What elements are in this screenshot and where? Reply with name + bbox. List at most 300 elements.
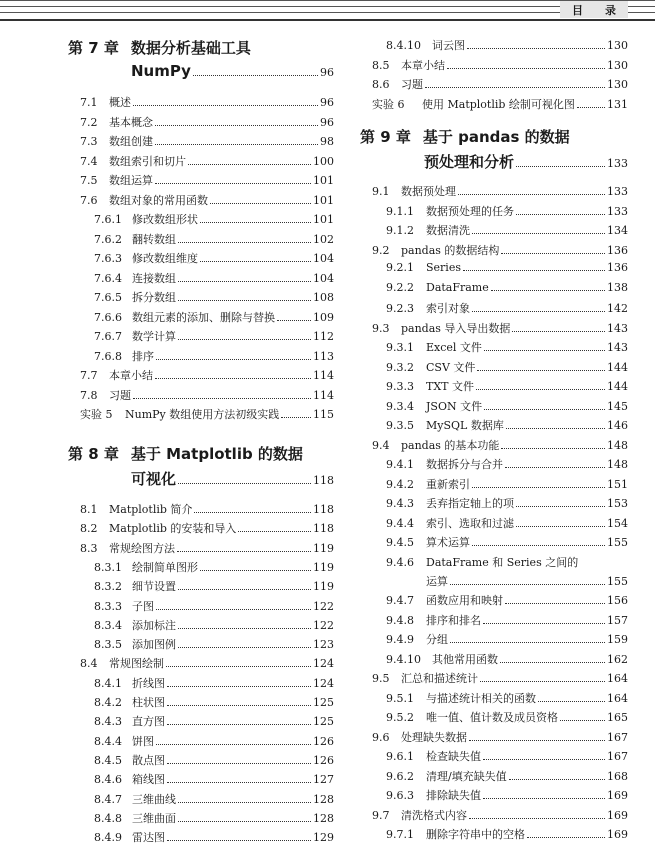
toc-section[interactable] — [80, 133, 334, 149]
page-number: 126 — [313, 753, 334, 767]
page-number: 143 — [607, 321, 628, 335]
toc-subsection[interactable] — [386, 748, 628, 764]
section-title: 翻转数组 — [132, 232, 176, 246]
leader-dots — [472, 487, 605, 488]
page-number: 155 — [607, 574, 628, 588]
section-number: 9.3.1 — [386, 341, 414, 354]
section-title: JSON 文件 — [426, 399, 483, 413]
leader-dots — [178, 242, 311, 243]
leader-dots — [194, 512, 311, 513]
page-number: 102 — [313, 232, 334, 246]
toc-subsection[interactable] — [386, 281, 628, 294]
toc-subsection[interactable] — [386, 37, 628, 53]
section-title: 处理缺失数据 — [401, 730, 467, 744]
leader-dots — [450, 642, 605, 643]
toc-subsection[interactable] — [386, 300, 628, 316]
section-number: 实验 6 — [372, 97, 405, 111]
page-number: 112 — [313, 330, 334, 343]
chapter-title-line2: 可视化 — [131, 470, 177, 488]
section-title: 箱线图 — [132, 773, 165, 787]
toc-subsection[interactable] — [94, 752, 334, 768]
page-number: 164 — [607, 691, 628, 705]
toc-subsection[interactable] — [386, 476, 628, 492]
section-number: 9.6.1 — [386, 750, 414, 764]
section-title: 数据预处理 — [401, 185, 456, 198]
toc-subsection[interactable] — [386, 339, 628, 355]
page-number: 159 — [607, 633, 628, 647]
toc-subsection[interactable] — [386, 417, 628, 433]
leader-dots — [156, 609, 311, 610]
leader-dots — [133, 105, 318, 106]
page-number: 125 — [313, 696, 334, 709]
page-number: 126 — [313, 734, 334, 748]
leader-dots — [178, 483, 311, 484]
section-number: 8.3.5 — [94, 638, 122, 652]
section-number: 7.6.2 — [94, 232, 122, 246]
section-title: 三维曲面 — [132, 811, 176, 825]
section-title: 折线图 — [132, 676, 165, 690]
toc-section[interactable] — [80, 114, 334, 130]
toc-subsection[interactable] — [94, 771, 334, 787]
toc-subsection[interactable] — [386, 787, 628, 803]
section-number: 9.4.6 — [386, 555, 414, 569]
section-number: 7.8 — [80, 388, 98, 402]
section-number: 9.7.1 — [386, 828, 414, 842]
section-number: 8.1 — [80, 503, 98, 516]
header-rule-1 — [0, 6, 655, 7]
toc-subsection[interactable] — [94, 694, 334, 710]
leader-dots — [505, 467, 605, 468]
section-title: Matplotlib 的安装和导入 — [109, 522, 237, 536]
section-number: 7.5 — [80, 174, 98, 187]
section-number: 9.2.1 — [386, 261, 414, 274]
toc-subsection[interactable] — [386, 612, 628, 628]
toc-section[interactable] — [372, 807, 628, 823]
leader-dots — [450, 584, 605, 585]
section-title: 索引、选取和过滤 — [426, 516, 514, 530]
page-number: 101 — [313, 193, 334, 207]
toc-subsection[interactable] — [94, 231, 334, 247]
chapter-title: 基于 pandas 的数据 — [422, 128, 570, 146]
section-number: 8.4.3 — [94, 715, 122, 729]
leader-dots — [506, 428, 605, 429]
page-number: 108 — [313, 291, 334, 304]
section-title: 习题 — [401, 78, 423, 91]
toc-subsection[interactable] — [94, 270, 334, 286]
section-title: TXT 文件 — [426, 380, 475, 393]
page-number: 168 — [607, 769, 628, 783]
page-number: 130 — [607, 78, 628, 91]
leader-dots — [167, 840, 311, 841]
page-number: 134 — [607, 224, 628, 237]
page-number: 124 — [313, 676, 334, 690]
chapter-number: 第 7 章 — [68, 39, 119, 57]
toc-section[interactable] — [372, 242, 628, 258]
toc-subsection[interactable] — [94, 636, 334, 652]
section-number: 7.6.6 — [94, 310, 122, 324]
leader-dots — [516, 214, 605, 215]
section-title: pandas 导入导出数据 — [401, 321, 511, 335]
page-number: 130 — [607, 58, 628, 72]
toc-section[interactable] — [80, 172, 334, 188]
leader-dots — [167, 782, 311, 783]
toc-subsection[interactable] — [386, 495, 628, 511]
section-title: Series — [426, 261, 461, 274]
toc-section[interactable] — [80, 387, 334, 403]
leader-dots — [238, 531, 311, 532]
page-number: 131 — [607, 97, 628, 111]
page-number: 156 — [607, 594, 628, 608]
section-title: pandas 的基本功能 — [401, 438, 500, 452]
page-number: 164 — [607, 672, 628, 686]
section-number: 9.4 — [372, 438, 390, 452]
leader-dots — [560, 720, 605, 721]
toc-subsection[interactable] — [386, 261, 628, 274]
leader-dots — [463, 270, 605, 271]
section-number: 9.3.3 — [386, 380, 414, 393]
page-number: 133 — [607, 185, 628, 198]
leader-dots — [155, 144, 318, 145]
section-title: CSV 文件 — [426, 360, 476, 374]
toc-subsection[interactable] — [94, 559, 334, 575]
leader-dots — [509, 779, 605, 780]
toc-section[interactable] — [80, 540, 334, 556]
page-number: 138 — [607, 280, 628, 294]
toc-section[interactable] — [372, 57, 628, 73]
leader-dots — [516, 526, 605, 527]
leader-dots — [538, 701, 605, 702]
toc-section[interactable] — [80, 655, 334, 671]
toc-section[interactable] — [80, 520, 334, 536]
page-number: 114 — [313, 388, 334, 402]
page-number: 167 — [607, 750, 628, 764]
page-number: 146 — [607, 419, 628, 432]
leader-dots — [425, 87, 605, 88]
section-number: 8.5 — [372, 58, 390, 72]
leader-dots — [516, 166, 605, 167]
section-title: 概述 — [109, 96, 131, 109]
page-number: 136 — [607, 243, 628, 257]
leader-dots — [156, 744, 311, 745]
section-number: 实验 5 — [80, 408, 113, 421]
section-number: 8.3.4 — [94, 618, 122, 632]
page-number: 124 — [313, 657, 334, 671]
section-title: MySQL 数据库 — [426, 419, 504, 432]
page-number: 148 — [607, 458, 628, 471]
page-number: 133 — [607, 204, 628, 218]
page-number: 119 — [313, 541, 334, 555]
chapter-title-line2: 预处理和分析 — [424, 153, 515, 171]
section-title: 检查缺失值 — [426, 750, 481, 764]
chapter-title-cont[interactable] — [131, 468, 334, 489]
toc-subsection[interactable] — [386, 456, 628, 472]
section-title: 删除字符串中的空格 — [426, 828, 525, 842]
section-title: 拆分数组 — [132, 291, 176, 304]
leader-dots — [167, 705, 311, 706]
toc-subsection[interactable] — [94, 598, 334, 614]
toc-subsection[interactable] — [386, 651, 628, 667]
leader-dots — [178, 647, 311, 648]
leader-dots — [527, 837, 605, 838]
section-number: 9.4.9 — [386, 633, 414, 647]
section-number: 9.5.1 — [386, 691, 414, 705]
toc-subsection[interactable] — [386, 554, 578, 570]
leader-dots — [178, 821, 311, 822]
section-title: NumPy 数组使用方法初级实践 — [125, 408, 280, 421]
page-number: 96 — [320, 115, 334, 129]
toc-subsection[interactable] — [94, 810, 334, 826]
toc-section[interactable] — [372, 670, 628, 686]
toc-subsection[interactable] — [386, 592, 628, 608]
section-title: 雷达图 — [132, 831, 165, 845]
toc-subsection[interactable] — [386, 709, 628, 725]
leader-dots — [178, 281, 311, 282]
leader-dots — [484, 350, 605, 351]
leader-dots — [500, 662, 605, 663]
leader-dots — [483, 623, 605, 624]
section-number: 8.4.4 — [94, 734, 122, 748]
section-number: 9.6.2 — [386, 769, 414, 783]
section-title: pandas 的数据结构 — [401, 243, 500, 257]
toc-subsection[interactable] — [386, 203, 628, 219]
section-title: 清理/填充缺失值 — [426, 769, 507, 783]
toc-subsection[interactable] — [94, 713, 334, 729]
section-number: 9.3 — [372, 321, 390, 335]
section-title: 使用 Matplotlib 绘制可视化图 — [422, 97, 575, 111]
section-number: 9.7 — [372, 808, 390, 822]
section-title: 本章小结 — [109, 369, 153, 382]
toc-subsection[interactable] — [386, 534, 628, 550]
section-number: 9.4.1 — [386, 458, 414, 471]
chapter-title-line2: NumPy — [131, 62, 191, 80]
leader-dots — [501, 253, 605, 254]
page-number: 101 — [313, 213, 334, 226]
section-title: 词云图 — [432, 39, 465, 52]
toc-subsection[interactable] — [94, 289, 334, 305]
section-number: 7.6.3 — [94, 252, 122, 265]
toc-subsection[interactable] — [386, 398, 628, 414]
toc-section[interactable] — [372, 183, 628, 199]
section-number: 7.1 — [80, 96, 98, 109]
toc-subsection[interactable] — [386, 222, 628, 238]
page-number: 143 — [607, 341, 628, 354]
leader-dots — [155, 378, 311, 379]
leader-dots — [577, 107, 605, 108]
section-title: 数组索引和切片 — [109, 154, 186, 168]
toc-subsection[interactable] — [386, 631, 628, 647]
page-number: 153 — [607, 497, 628, 510]
section-title: 修改数组维度 — [132, 252, 198, 265]
page-number: 104 — [313, 271, 334, 285]
section-title: 直方图 — [132, 715, 165, 729]
toc-subsection[interactable] — [94, 733, 334, 749]
leader-dots — [200, 261, 311, 262]
section-number: 8.4.8 — [94, 811, 122, 825]
toc-subsection[interactable] — [94, 829, 334, 845]
section-number: 9.1 — [372, 185, 390, 198]
toc-subsection[interactable] — [386, 515, 628, 531]
section-title: 重新索引 — [426, 477, 470, 491]
leader-dots — [491, 290, 605, 291]
leader-dots — [472, 311, 605, 312]
section-number: 8.4.2 — [94, 696, 122, 709]
toc-subsection[interactable] — [386, 826, 628, 842]
leader-dots — [178, 300, 311, 301]
section-title: 清洗格式内容 — [401, 808, 467, 822]
chapter-heading[interactable] — [360, 126, 570, 147]
section-number: 7.4 — [80, 154, 98, 168]
page-number: 96 — [320, 96, 334, 109]
toc-subsection[interactable] — [94, 578, 334, 594]
toc-section[interactable] — [80, 406, 334, 422]
toc-section[interactable] — [372, 96, 628, 112]
page-number: 115 — [313, 408, 334, 421]
toc-subsection[interactable] — [386, 690, 628, 706]
header-label: 目 录 — [560, 1, 628, 18]
page-number: 114 — [313, 369, 334, 382]
section-number: 8.2 — [80, 522, 98, 536]
section-number: 7.2 — [80, 115, 98, 129]
page-number: 144 — [607, 380, 628, 393]
page-number: 119 — [313, 560, 334, 574]
section-number: 8.3 — [80, 541, 98, 555]
section-title: 散点图 — [132, 753, 165, 767]
section-number: 9.4.7 — [386, 594, 414, 608]
section-title: 基本概念 — [109, 115, 153, 129]
leader-dots — [281, 417, 311, 418]
leader-dots — [512, 331, 605, 332]
page-number: 145 — [607, 399, 628, 413]
toc-subsection[interactable] — [386, 359, 628, 375]
section-title: 排除缺失值 — [426, 789, 481, 803]
page-number: 155 — [607, 536, 628, 549]
toc-section[interactable] — [80, 501, 334, 517]
section-title: 其他常用函数 — [432, 652, 498, 666]
leader-dots — [133, 398, 311, 399]
section-number: 9.4.8 — [386, 613, 414, 627]
toc-subsection[interactable] — [386, 768, 628, 784]
section-title: 饼图 — [132, 734, 154, 748]
leader-dots — [155, 125, 318, 126]
leader-dots — [277, 320, 311, 321]
section-title: 与描述统计相关的函数 — [426, 691, 536, 705]
leader-dots — [155, 183, 311, 184]
page-number: 130 — [607, 39, 628, 52]
chapter-title-cont[interactable] — [131, 62, 334, 80]
leader-dots — [484, 409, 605, 410]
toc-subsection[interactable] — [94, 328, 334, 344]
chapter-heading[interactable] — [68, 37, 251, 58]
section-number: 8.4.6 — [94, 773, 122, 787]
chapter-number: 第 8 章 — [68, 445, 119, 463]
leader-dots — [483, 798, 605, 799]
toc-section[interactable] — [372, 76, 628, 92]
page-number: 154 — [607, 516, 628, 530]
page-number: 122 — [313, 599, 334, 613]
leader-dots — [200, 222, 311, 223]
toc-section[interactable] — [80, 192, 334, 208]
page-number: 128 — [313, 792, 334, 806]
toc-subsection[interactable] — [94, 211, 334, 227]
section-title: DataFrame 和 Series 之间的 — [426, 555, 579, 569]
toc-section[interactable] — [372, 437, 628, 453]
section-title: 丢弃指定轴上的项 — [426, 497, 514, 510]
toc-subsection[interactable] — [94, 617, 334, 633]
section-number: 9.4.5 — [386, 536, 414, 549]
section-number: 7.3 — [80, 135, 98, 148]
page-number: 169 — [607, 789, 628, 803]
leader-dots — [467, 48, 605, 49]
toc-subsection[interactable] — [94, 250, 334, 266]
toc-subsection[interactable] — [94, 675, 334, 691]
toc-subsection-cont[interactable] — [426, 573, 628, 589]
section-title: 汇总和描述统计 — [401, 672, 478, 686]
leader-dots — [477, 370, 605, 371]
leader-dots — [166, 666, 311, 667]
section-number: 9.3.5 — [386, 419, 414, 432]
toc-section[interactable] — [372, 320, 628, 336]
section-title: 数组元素的添加、删除与替换 — [132, 310, 275, 324]
chapter-title-cont[interactable] — [424, 151, 628, 172]
toc-subsection[interactable] — [386, 378, 628, 394]
chapter-title: 基于 Matplotlib 的数据 — [130, 445, 303, 463]
header-rule-top — [0, 0, 655, 1]
section-number: 9.1.1 — [386, 204, 414, 218]
section-number: 7.7 — [80, 369, 98, 382]
section-title: 唯一值、值计数及成员资格 — [426, 711, 558, 725]
leader-dots — [167, 724, 311, 725]
page-number: 119 — [313, 580, 334, 594]
section-title: Matplotlib 简介 — [109, 503, 193, 516]
chapter-number: 第 9 章 — [360, 128, 411, 146]
toc-subsection[interactable] — [94, 309, 334, 325]
header-rule-bottom — [0, 19, 655, 21]
page-number: 142 — [607, 302, 628, 315]
chapter-heading[interactable] — [68, 443, 303, 464]
toc-section[interactable] — [80, 367, 334, 383]
leader-dots — [178, 339, 311, 340]
leader-dots — [447, 68, 605, 69]
section-number: 9.4.2 — [386, 477, 414, 491]
section-number: 7.6.5 — [94, 291, 122, 304]
page-number: 144 — [607, 360, 628, 374]
leader-dots — [156, 359, 311, 360]
section-title: 排序和排名 — [426, 613, 481, 627]
toc-subsection[interactable] — [94, 348, 334, 364]
section-title: 索引对象 — [426, 302, 470, 315]
section-number: 8.4 — [80, 657, 98, 671]
leader-dots — [480, 681, 605, 682]
leader-dots — [483, 759, 605, 760]
page-number: 109 — [313, 310, 334, 324]
section-title: 柱状图 — [132, 696, 165, 709]
page-number: 123 — [313, 638, 334, 652]
leader-dots — [177, 551, 311, 552]
section-title: 数学计算 — [132, 330, 176, 343]
section-title: 三维曲线 — [132, 792, 176, 806]
leader-dots — [469, 740, 605, 741]
page-number: 148 — [607, 438, 628, 452]
section-number: 9.6 — [372, 730, 390, 744]
section-number: 8.4.7 — [94, 792, 122, 806]
toc-section[interactable] — [80, 94, 334, 110]
toc-section[interactable] — [372, 729, 628, 745]
toc-section[interactable] — [80, 153, 334, 169]
section-number: 8.4.5 — [94, 753, 122, 767]
toc-subsection[interactable] — [94, 791, 334, 807]
section-title: 子图 — [132, 599, 154, 613]
section-number: 8.3.3 — [94, 599, 122, 613]
